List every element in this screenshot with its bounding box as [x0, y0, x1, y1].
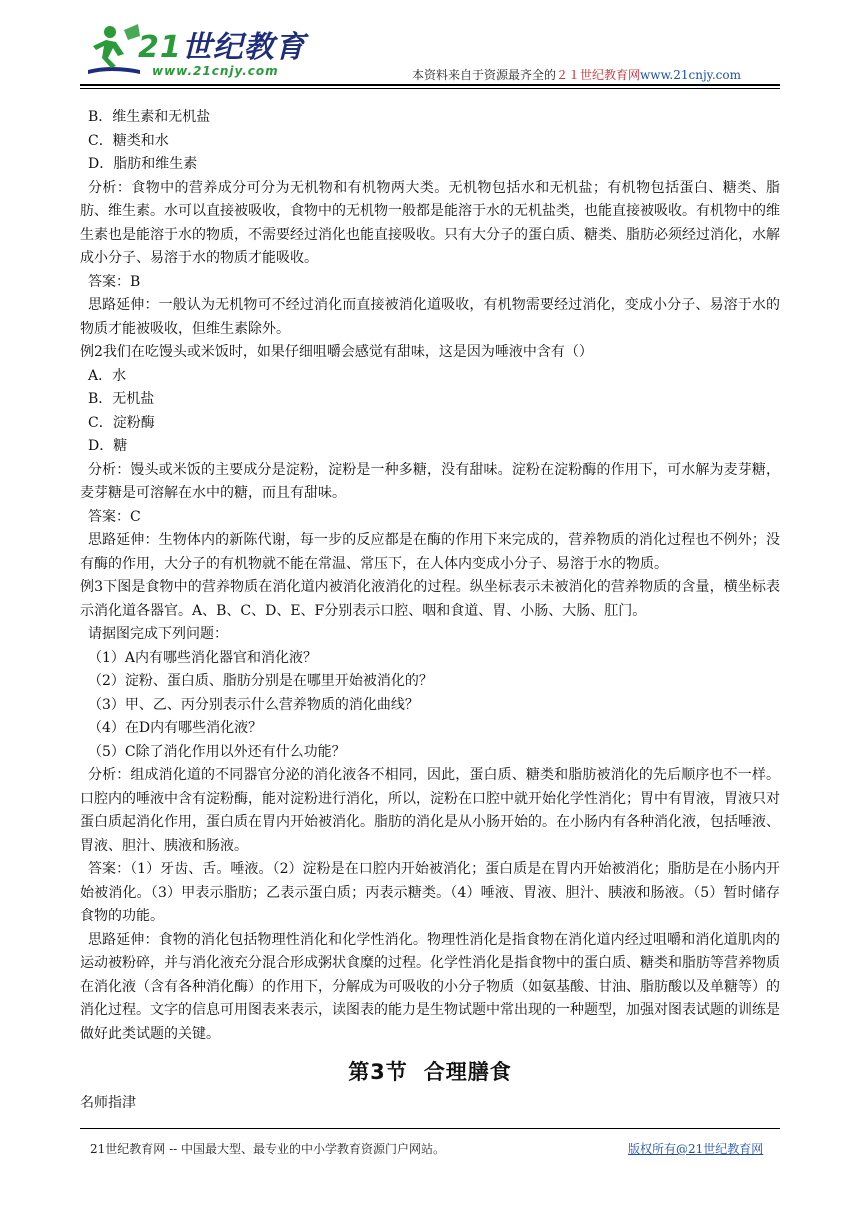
document-body — [80, 106, 780, 1116]
header-note-prefix: 本资料来自于资源最齐全的 — [412, 68, 557, 82]
header-note — [412, 66, 741, 83]
logo-url: www.21cnjy.com — [152, 64, 279, 78]
paragraph: 请据图完成下列问题： — [88, 626, 228, 642]
paragraph: 例2我们在吃馒头或米饭时，如果仔细咀嚼会感觉有甜味，这是因为唾液中含有（） — [80, 344, 593, 360]
section-heading — [80, 1056, 780, 1086]
paragraph: （3）甲、乙、丙分别表示什么营养物质的消化曲线？ — [88, 696, 419, 713]
footer-divider — [80, 1128, 780, 1129]
paragraph: （4）在D内有哪些消化液？ — [88, 720, 263, 736]
paragraph: C．糖类和水 — [88, 132, 169, 149]
logo-brand: 21世纪教育 — [138, 30, 306, 65]
header-divider — [80, 84, 780, 86]
paragraph: D．脂肪和维生素 — [88, 156, 198, 172]
section-number: 第3节 — [348, 1060, 408, 1084]
footer-text: 21世纪教育网 -- 中国最大型、最专业的中小学教育资源门户网站。 — [90, 1142, 446, 1156]
paragraph: 答案：B — [88, 273, 141, 290]
footer-copyright-link[interactable]: 版权所有@21世纪教育网 — [628, 1142, 764, 1156]
paragraph: 思路延伸：生物体内的新陈代谢，每一步的反应都是在酶的作用下来完成的，营养物质的消化过程也不例外；没有酶的作用，大分子的有机物就不能在常温、常压下，在人体内变成小分子、易溶于水的物质。 — [80, 532, 780, 572]
paragraph: 分析：组成消化道的不同器官分泌的消化液各不相同，因此，蛋白质、糖类和脂肪被消化的先后顺序也不一样。口腔内的唾液中含有淀粉酶，能对淀粉进行消化，所以，淀粉在口腔中就开始化学性消化；胃中有胃液，胃液只对蛋白质起消化作用，蛋白质在胃内开始被消化。脂肪的消化是从小肠开始的。在小肠内有各种消化液，包括唾液、胃液、胆汁、胰液和肠液。 — [80, 767, 780, 854]
paragraph: （1）A内有哪些消化器官和消化液？ — [88, 649, 318, 666]
paragraph: （5）C除了消化作用以外还有什么功能？ — [88, 743, 346, 760]
paragraph: 例3下图是食物中的营养物质在消化道内被消化液消化的过程。纵坐标表示未被消化的营养物质的含量，横坐标表示消化道各器官。A、B、C、D、E、F分别表示口腔、咽和食道、胃、小肠、大肠、肛门。 — [80, 579, 780, 619]
paragraph: 答案：（1）牙齿、舌。唾液。（2）淀粉是在口腔内开始被消化；蛋白质是在胃内开始被消化；脂肪是在小肠内开始被消化。（3）甲表示脂肪；乙表示蛋白质；丙表示糖类。（4）唾液、胃液、胆汁、胰液和肠液。（5）暂时储存食物的功能。 — [80, 861, 780, 924]
paragraph: C．淀粉酶 — [88, 414, 155, 431]
paragraph: 思路延伸：一般认为无机物可不经过消化而直接被消化道吸收，有机物需要经过消化，变成小分子、易溶于水的物质才能被吸收，但维生素除外。 — [80, 297, 780, 337]
paragraph: D．糖 — [88, 438, 128, 454]
paragraph: 答案：C — [88, 508, 141, 525]
paragraph: 思路延伸：食物的消化包括物理性消化和化学性消化。物理性消化是指食物在消化道内经过咀嚼和消化道肌肉的运动被粉碎，并与消化液充分混合形成粥状食糜的过程。化学性消化是指食物中的蛋白质、糖类和脂肪等营养物质在消化液（含有各种消化酶）的作用下，分解成为可吸收的小分子物质（如氨基酸、甘油、脂肪酸以及单糖等）的消化过程。文字的信息可用图表来表示，读图表的能力是生物试题中常出现的一种题型，加强对图表试题的训练是做好此类试题的关键。 — [80, 931, 780, 1042]
paragraph: 分析：食物中的营养成分可分为无机物和有机物两大类。无机物包括水和无机盐；有机物包括蛋白、糖类、脂肪、维生素。水可以直接被吸收，食物中的无机物一般都是能溶于水的无机盐类，也能直接被吸收。有机物中的维生素也是能溶于水的物质，不需要经过消化也能直接吸收。只有大分子的蛋白质、糖类、脂肪必须经过消化，水解成小分子、易溶于水的物质才能吸收。 — [80, 179, 780, 266]
section-title: 合理膳食 — [423, 1060, 512, 1084]
paragraph: 分析：馒头或米饭的主要成分是淀粉，淀粉是一种多糖，没有甜味。淀粉在淀粉酶的作用下，可水解为麦芽糖，麦芽糖是可溶解在水中的糖，而且有甜味。 — [80, 461, 780, 501]
header-note-url[interactable]: www.21cnjy.com — [640, 68, 741, 82]
paragraph: B．无机盐 — [88, 391, 155, 407]
header-divider-thin — [80, 88, 780, 89]
paragraph: （2）淀粉、蛋白质、脂肪分别是在哪里开始被消化的？ — [88, 673, 433, 689]
paragraph: A．水 — [88, 367, 127, 384]
paragraph-list — [80, 106, 780, 1046]
site-logo — [80, 18, 320, 82]
header-note-site: ２１世纪教育网 — [556, 68, 641, 82]
paragraph: B．维生素和无机盐 — [88, 109, 211, 125]
after-section-text: 名师指津 — [80, 1095, 136, 1111]
